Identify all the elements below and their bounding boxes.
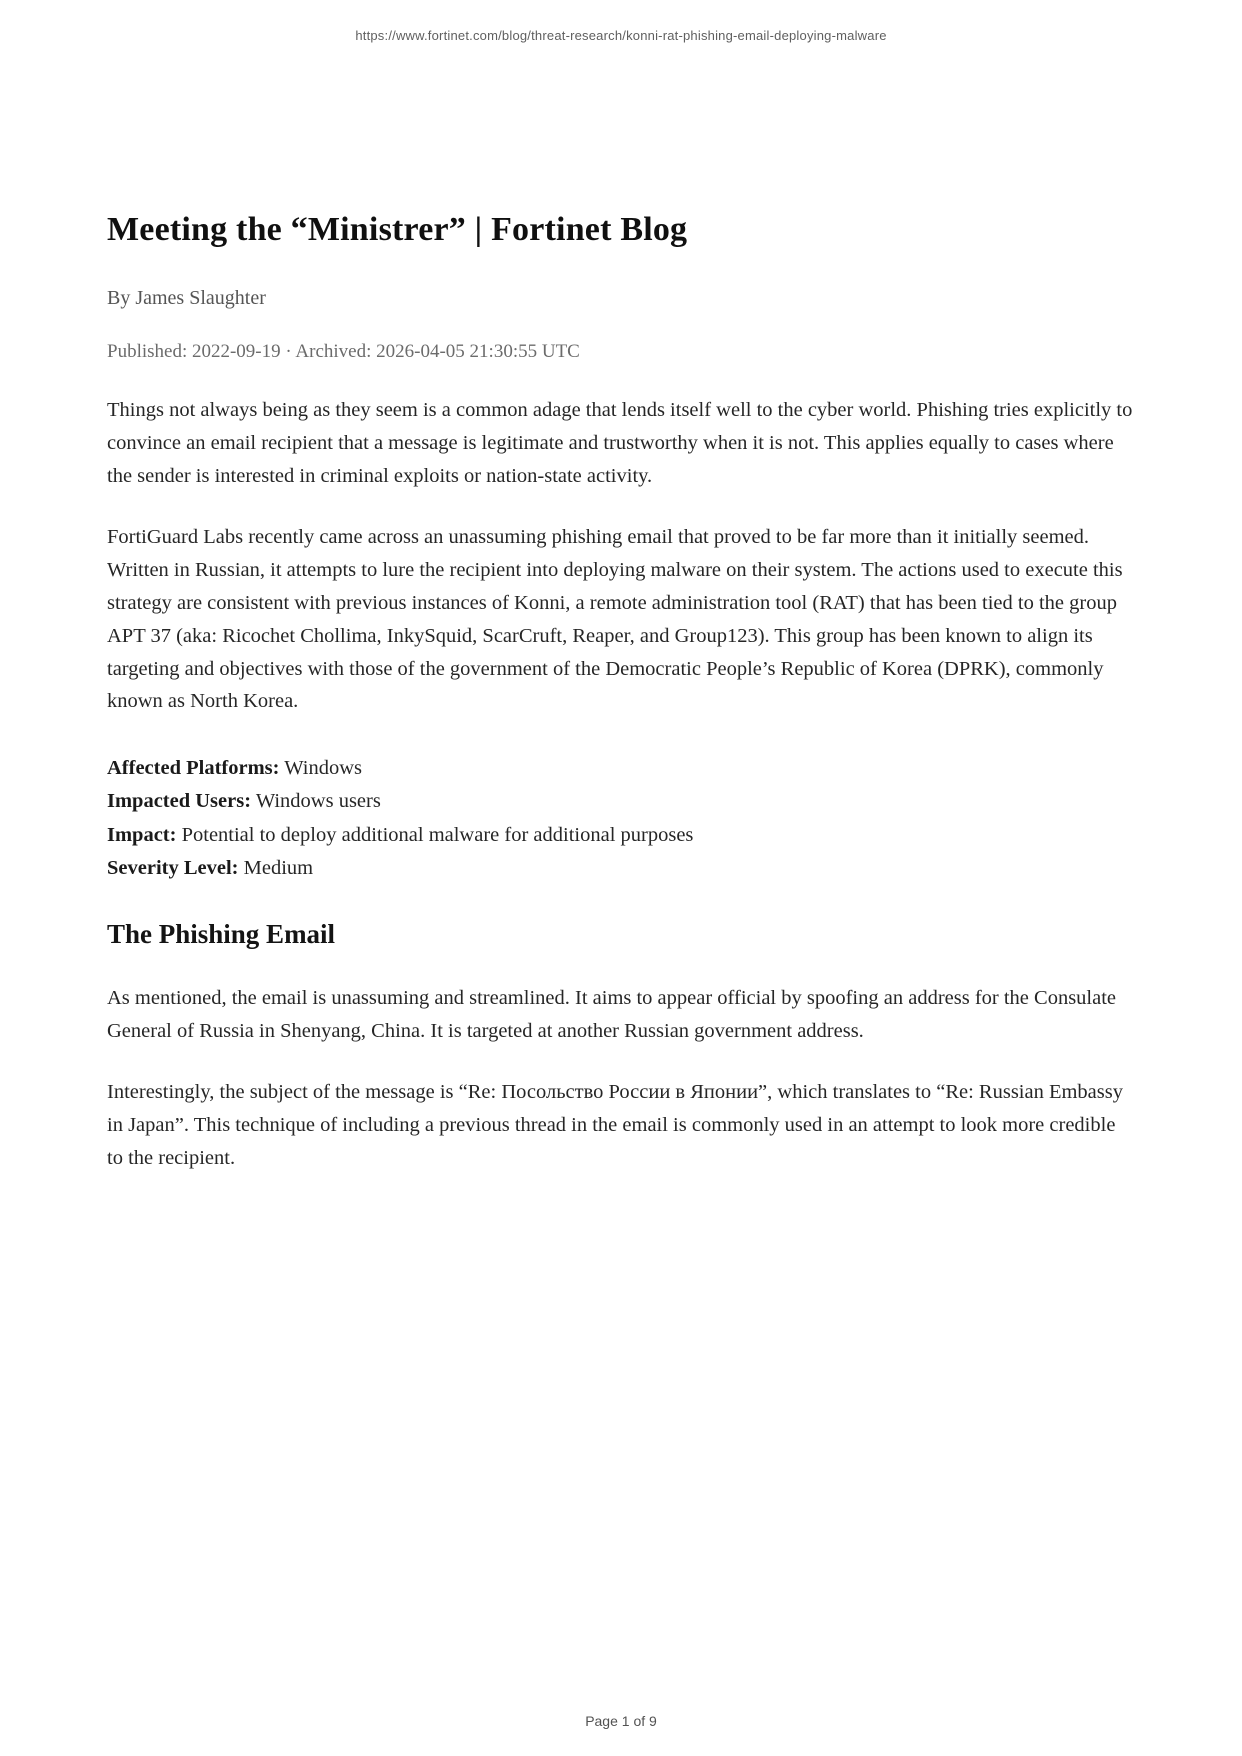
meta-field-value: Medium (243, 856, 314, 879)
meta-field-label: Severity Level: (107, 856, 239, 879)
article-byline: By James Slaughter (107, 287, 266, 310)
page-number: Page 1 of 9 (585, 1713, 657, 1729)
meta-field-label: Impacted Users: (107, 790, 252, 813)
section-heading-phishing-email: The Phishing Email (107, 919, 336, 950)
meta-field-row (107, 819, 1135, 852)
meta-field-value: Windows (284, 757, 362, 780)
published-archived-line: Published: 2022-09-19 · Archived: 2026-04-05 21:30:55 UTC (107, 341, 580, 363)
meta-field-row (107, 752, 1135, 785)
meta-field-value: Potential to deploy additional malware for additional purposes (181, 823, 694, 846)
meta-field-label: Affected Platforms: (107, 757, 280, 780)
article-page (0, 209, 1242, 1175)
intro-paragraph-1: Things not always being as they seem is a common adage that lends itself well to the cyber world. Phishing tries explicitly to convince an email recipient that a message is legitimate and trustworthy when it is not. This applies equally to cases where the sender is interested in criminal exploits or nation-state activity. (107, 399, 1133, 487)
section-paragraph-1: As mentioned, the email is unassuming and streamlined. It aims to appear official by spoofing an address for the Consulate General of Russia in Shenyang, China. It is targeted at another Russian government address. (107, 986, 1117, 1042)
meta-field-row (107, 785, 1135, 818)
section-paragraph-2: Interestingly, the subject of the message is “Re: Посольство России в Японии”, which translates to “Re: Russian Embassy in Japan”. This technique of including a previous thread in the email is commonly used in an attempt to look more credible to the recipient. (107, 1081, 1123, 1169)
meta-field-label: Impact: (107, 823, 177, 846)
source-url: https://www.fortinet.com/blog/threat-research/konni-rat-phishing-email-deploying-malware (355, 28, 887, 43)
meta-field-value: Windows users (255, 790, 381, 813)
impact-summary (107, 752, 1135, 885)
meta-field-row (107, 852, 1135, 885)
intro-paragraph-2: FortiGuard Labs recently came across an unassuming phishing email that proved to be far more than it initially seemed. Written in Russian, it attempts to lure the recipient into deploying malware on their system. The actions used to execute this strategy are consistent with previous instances of Konni, a remote administration tool (RAT) that has been tied to the group APT 37 (aka: Ricochet Chollima, InkySquid, ScarCruft, Reaper, and Group123). This group has been known to align its targeting and objectives with those of the government of the Democratic People’s Republic of Korea (DPRK), commonly known as North Korea. (107, 526, 1123, 713)
article-title: Meeting the “Ministrer” | Fortinet Blog (107, 211, 688, 248)
